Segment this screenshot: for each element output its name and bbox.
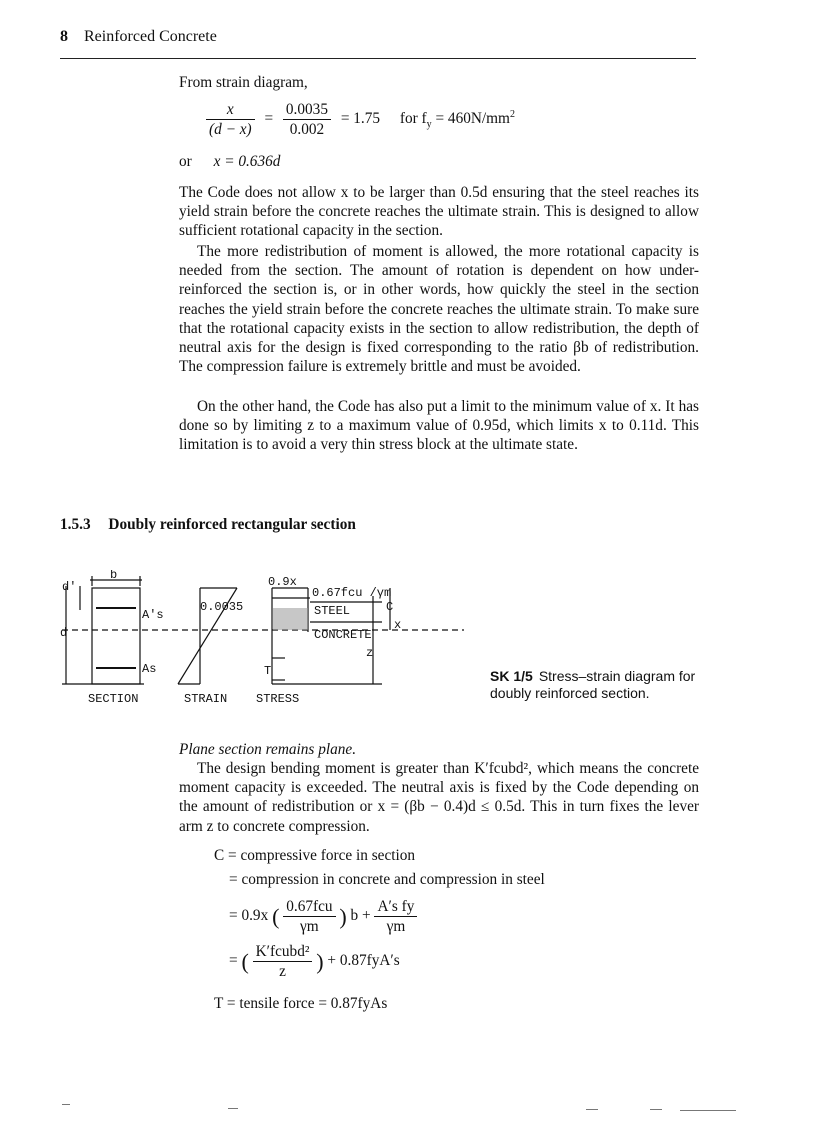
eq1-mid-den: 0.002 <box>289 121 325 139</box>
fraction-x-over-dx <box>206 100 255 139</box>
caption-text: Stress–strain diagram for doubly reinforced section. <box>490 668 696 701</box>
scan-mark <box>228 1108 238 1109</box>
label-stress: STRESS <box>256 692 300 705</box>
eq1-mid-num: 0.0035 <box>283 100 331 120</box>
eq1-condition: for $f_y = 460N/mm^2$ <box>399 109 515 131</box>
intro-text: From strain diagram, <box>179 74 308 91</box>
label-c: C <box>386 600 394 614</box>
label-t: T <box>264 664 272 678</box>
equation-ratio: $\frac{x}{(d - x)}$ = $\frac{0.0035}{0.002}$ = 1.75 for $f_y = 460N/mm^2$ <box>206 100 515 139</box>
eq-t: T = tensile force = 0.87fyAs <box>214 995 388 1012</box>
paragraph-2: The more redistribution of moment is allowed, the more rotational capacity is needed from the section. The amount of rotation is dependent on how under-reinforced the section is, or in other words, how quickly the steel in the section reaches the yield strain before the concrete reaches the ultimate strain. To make sure that the rotational capacity exists in the section to allow redistribution, the depth of neutral axis for the design is fixed corresponding to the ratio βb of redistribution. The compression failure is extremely brittle and must be avoided. <box>179 243 699 376</box>
section-title: Doubly reinforced rectangular section <box>108 516 356 533</box>
scan-mark <box>680 1110 736 1111</box>
label-stress-value: 0.67fcu /γm <box>312 586 392 600</box>
eq1-lhs-den: (d − x) <box>209 121 252 139</box>
eq-c-line4: = ( $\frac{\text{K′fcubd²}}{z}$ ) + 0.87fyA′s <box>229 943 400 981</box>
stress-block <box>273 608 308 630</box>
eq-c-line3: = 0.9x ( $\frac{\text{0.67fcu}}{\gamma m}$ ) b + $\frac{\text{A′s fy}}{\gamma m}$ <box>229 897 417 936</box>
section-number: 1.5.3 <box>60 516 91 533</box>
header-rule <box>60 58 696 59</box>
section-rectangle <box>92 588 140 684</box>
stress-strain-figure <box>60 570 480 705</box>
label-d: d <box>60 626 68 640</box>
label-concrete: CONCRETE <box>314 628 372 642</box>
label-x: x <box>394 618 402 632</box>
label-as: As <box>142 662 157 676</box>
label-strain-value: 0.0035 <box>200 600 244 614</box>
scan-mark <box>586 1109 598 1110</box>
eq2-text: x = 0.636d <box>213 153 281 170</box>
label-section: SECTION <box>88 692 139 705</box>
figure-caption <box>490 668 720 702</box>
label-b: b <box>110 570 118 582</box>
label-steel: STEEL <box>314 604 351 618</box>
paragraph-3: On the other hand, the Code has also put a limit to the minimum value of x. It has done so by limiting z to a maximum value of 0.95d, which limits x to 0.11d. This limitation is to avoid a very thin stress block at the ultimate state. <box>179 398 699 454</box>
scan-mark <box>62 1104 70 1105</box>
running-header <box>60 28 217 46</box>
page-number: 8 <box>60 28 68 45</box>
eq1-result: = 1.75 <box>340 110 381 128</box>
eq-c-line2: = compression in concrete and compression in steel <box>229 871 545 888</box>
label-as-prime: A's <box>142 608 164 622</box>
fraction-strain-ratio <box>283 100 331 139</box>
scan-mark <box>650 1109 662 1110</box>
label-z: z <box>366 646 374 660</box>
paragraph-1: The Code does not allow x to be larger than 0.5d ensuring that the steel reaches its yield strain before the concrete reaches the ultimate strain. This is designed to allow sufficient rotational capacity in the section. <box>179 184 699 240</box>
label-d-prime: d' <box>62 580 77 594</box>
eq-c-line1: C = compressive force in section <box>214 847 416 864</box>
section-heading <box>60 516 356 534</box>
running-title: Reinforced Concrete <box>84 28 217 45</box>
paragraph-4: The design bending moment is greater than K′fcubd², which means the concrete moment capacity is exceeded. The neutral axis is fixed by the Code depending on the amount of redistribution or x = (βb − 0.4)d ≤ 0.5d. This in turn fixes the lever arm z to concrete compression. <box>179 760 699 835</box>
caption-id: SK 1/5 <box>490 668 533 684</box>
plane-section-note: Plane section remains plane. <box>179 741 357 758</box>
label-0.9x: 0.9x <box>268 575 297 589</box>
eq1-lhs-num: x <box>226 101 234 118</box>
equation-x-result <box>179 152 280 171</box>
label-strain: STRAIN <box>184 692 228 705</box>
eq2-prefix: or <box>179 153 192 170</box>
